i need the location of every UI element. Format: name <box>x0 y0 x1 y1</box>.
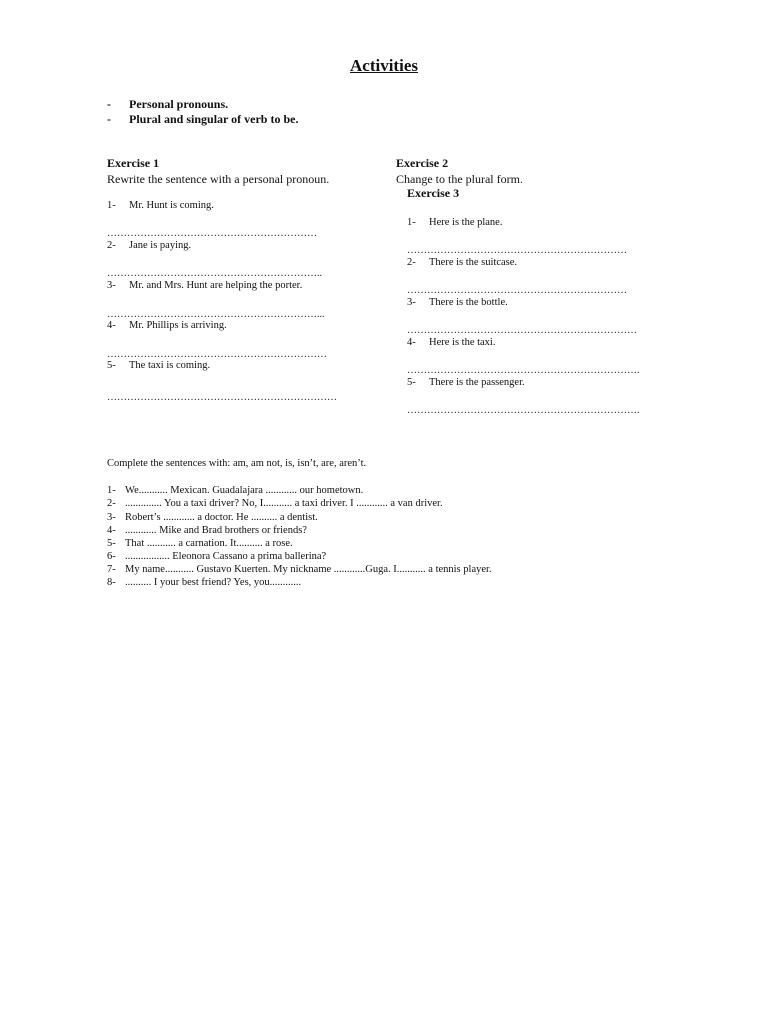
item-number: 5- <box>107 360 116 371</box>
item-number: 1- <box>407 217 416 228</box>
exercise2-heading: Exercise 2 <box>396 156 449 170</box>
item-text: Mr. and Mrs. Hunt are helping the porter. <box>129 280 303 291</box>
topic-bullet: - <box>107 112 111 126</box>
answer-line[interactable]: ……………………………………………………… <box>107 228 317 239</box>
item-number: 3- <box>107 280 116 291</box>
item-text: Robert’s ............ a doctor. He .......... a dentist. <box>125 512 318 523</box>
topic-bullet: - <box>107 97 111 111</box>
item-number: 2- <box>107 240 116 251</box>
answer-line[interactable]: …………………………………………………………… <box>407 325 637 336</box>
item-text: .......... I your best friend? Yes, you............ <box>125 577 302 588</box>
item-text: My name........... Gustavo Kuerten. My nickname ............Guga. I........... a tennis player. <box>125 564 492 575</box>
topic-item <box>107 112 298 127</box>
item-text: Here is the taxi. <box>429 337 496 348</box>
complete-item <box>107 512 318 523</box>
complete-item <box>107 525 307 536</box>
item-text: The taxi is coming. <box>129 360 211 371</box>
page-title: Activities <box>350 56 418 75</box>
item-text: ............ Mike and Brad brothers or friends? <box>125 525 307 536</box>
complete-item <box>107 577 301 588</box>
item-number: 7- <box>107 564 116 575</box>
item-number: 1- <box>107 200 116 211</box>
item-text: We........... Mexican. Guadalajara ............ our hometown. <box>125 485 364 496</box>
complete-item <box>107 564 492 575</box>
exercise2-instruction: Change to the plural form. <box>396 172 523 186</box>
exercise1-item <box>107 360 210 371</box>
complete-instruction: Complete the sentences with: am, am not, is, isn’t, are, aren’t. <box>107 458 367 469</box>
item-text: ................. Eleonora Cassano a prima ballerina? <box>125 551 327 562</box>
answer-line[interactable]: ………………………………………………………… <box>407 285 627 296</box>
answer-line[interactable]: …………………………………………………………… <box>107 392 337 403</box>
answer-line[interactable]: ………………………………………………………… <box>407 245 627 256</box>
exercise1-instruction: Rewrite the sentence with a personal pronoun. <box>107 172 330 186</box>
exercise3-item <box>407 217 502 228</box>
item-number: 1- <box>107 485 116 496</box>
exercise1-item <box>107 280 302 291</box>
answer-line[interactable]: ………………………………………………………... <box>107 309 325 320</box>
topic-text: Plural and singular of verb to be. <box>129 112 299 126</box>
item-number: 3- <box>407 297 416 308</box>
exercise1-item <box>107 200 214 211</box>
answer-line[interactable]: ……………………………………………………………. <box>407 405 640 416</box>
answer-line[interactable]: ………………………………………………………… <box>107 349 327 360</box>
item-number: 8- <box>107 577 116 588</box>
item-number: 2- <box>107 498 116 509</box>
exercise3-heading: Exercise 3 <box>407 186 460 200</box>
complete-item <box>107 538 293 549</box>
exercise1-item <box>107 320 227 331</box>
item-text: There is the bottle. <box>429 297 508 308</box>
complete-item <box>107 551 326 562</box>
exercise3-item <box>407 377 525 388</box>
item-text: That ........... a carnation. It.......... a rose. <box>125 538 293 549</box>
item-number: 5- <box>407 377 416 388</box>
topic-item <box>107 97 228 112</box>
item-number: 4- <box>107 320 116 331</box>
item-number: 3- <box>107 512 116 523</box>
exercise3-item <box>407 337 495 348</box>
complete-item <box>107 498 443 509</box>
topic-text: Personal pronouns. <box>129 97 229 111</box>
exercise1-item <box>107 240 191 251</box>
item-text: Mr. Phillips is arriving. <box>129 320 227 331</box>
item-number: 4- <box>107 525 116 536</box>
item-text: There is the suitcase. <box>429 257 518 268</box>
item-text: There is the passenger. <box>429 377 525 388</box>
answer-line[interactable]: ……………………………………………………………. <box>407 365 640 376</box>
item-number: 2- <box>407 257 416 268</box>
item-number: 5- <box>107 538 116 549</box>
item-text: Jane is paying. <box>129 240 192 251</box>
exercise3-item <box>407 297 508 308</box>
complete-item <box>107 485 363 496</box>
exercise3-item <box>407 257 517 268</box>
exercise1-heading: Exercise 1 <box>107 156 160 170</box>
answer-line[interactable]: ……………………………………………………….. <box>107 268 322 279</box>
item-text: Mr. Hunt is coming. <box>129 200 214 211</box>
item-text: .............. You a taxi driver? No, I........... a taxi driver. I ............ a van driver. <box>125 498 443 509</box>
item-number: 6- <box>107 551 116 562</box>
item-text: Here is the plane. <box>429 217 503 228</box>
item-number: 4- <box>407 337 416 348</box>
